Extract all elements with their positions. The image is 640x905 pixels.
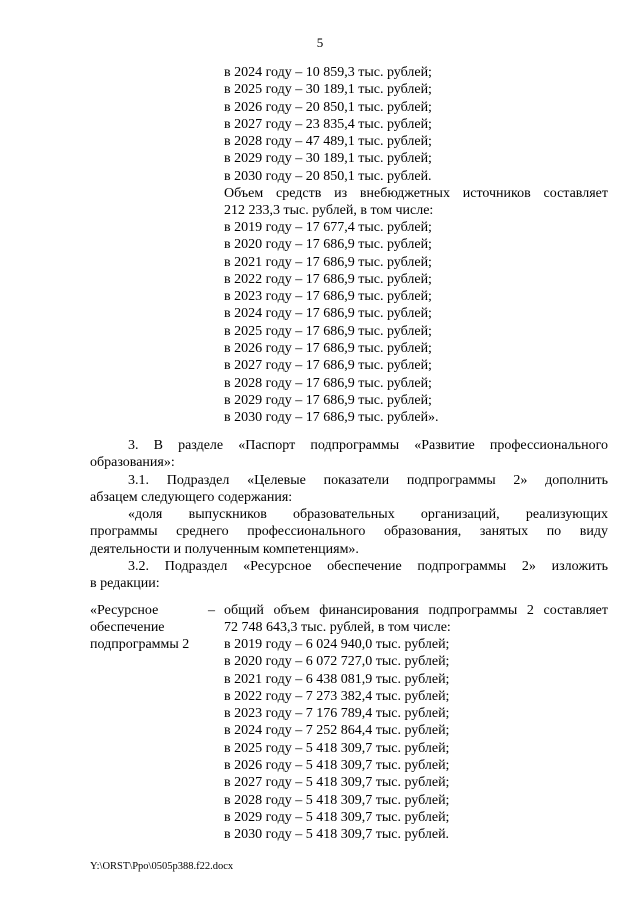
extrabudget-year-item: в 2029 году – 17 686,9 тыс. рублей; [224, 392, 432, 408]
quote-line2: программы среднего профессионального образования, занятых по виду [90, 524, 608, 539]
section3-2-line2: в редакции: [90, 576, 160, 591]
extrabudget-intro-line2: 212 233,3 тыс. рублей, в том числе: [224, 203, 434, 218]
footer-file-path: Y:\ORST\Ppo\0505p388.f22.docx [90, 861, 234, 872]
section3-2-line1: 3.2. Подраздел «Ресурсное обеспечение подпрограммы 2» изложить [128, 559, 608, 574]
resource-year-item: в 2030 году – 5 418 309,7 тыс. рублей. [224, 827, 450, 843]
extrabudget-year-item: в 2019 году – 17 677,4 тыс. рублей; [224, 220, 432, 235]
budget-years-list [224, 64, 432, 185]
resource-intro-line2: 72 748 643,3 тыс. рублей, в том числе: [224, 620, 451, 635]
section3-line2: образования»: [90, 455, 175, 470]
extrabudget-year-item: в 2023 году – 17 686,9 тыс. рублей; [224, 289, 432, 305]
extrabudget-year-item: в 2020 году – 17 686,9 тыс. рублей; [224, 237, 432, 253]
extrabudget-year-item: в 2021 году – 17 686,9 тыс. рублей; [224, 254, 432, 270]
budget-year-item: в 2026 году – 20 850,1 тыс. рублей; [224, 99, 432, 115]
extrabudget-intro-line1: Объем средств из внебюджетных источников составляет [224, 186, 608, 201]
resource-year-item: в 2027 году – 5 418 309,7 тыс. рублей; [224, 775, 450, 791]
resource-year-item: в 2026 году – 5 418 309,7 тыс. рублей; [224, 758, 450, 774]
resource-label-line1: «Ресурсное [90, 603, 159, 618]
resource-year-item: в 2029 году – 5 418 309,7 тыс. рублей; [224, 809, 450, 825]
resource-year-item: в 2024 году – 7 252 864,4 тыс. рублей; [224, 723, 450, 739]
resource-intro-line1: общий объем финансирования подпрограммы 2 составляет [224, 603, 608, 618]
budget-year-item: в 2028 году – 47 489,1 тыс. рублей; [224, 134, 432, 150]
resource-dash: – [208, 603, 215, 618]
extrabudget-year-item: в 2028 году – 17 686,9 тыс. рублей; [224, 375, 432, 391]
section3-1-line2: абзацем следующего содержания: [90, 490, 293, 505]
resource-year-item: в 2019 году – 6 024 940,0 тыс. рублей; [224, 637, 450, 652]
budget-year-item: в 2024 году – 10 859,3 тыс. рублей; [224, 65, 432, 80]
resource-label-line2: обеспечение [90, 620, 165, 635]
resource-years-list [224, 636, 449, 844]
section3-1-line1: 3.1. Подраздел «Целевые показатели подпрограммы 2» дополнить [128, 473, 608, 488]
budget-year-item: в 2027 году – 23 835,4 тыс. рублей; [224, 116, 432, 132]
resource-year-item: в 2020 году – 6 072 727,0 тыс. рублей; [224, 654, 450, 670]
resource-year-item: в 2028 году – 5 418 309,7 тыс. рублей; [224, 792, 450, 808]
resource-year-item: в 2021 году – 6 438 081,9 тыс. рублей; [224, 671, 450, 687]
extrabudget-years-list [224, 219, 439, 427]
budget-year-item: в 2030 году – 20 850,1 тыс. рублей. [224, 168, 432, 184]
section3-line1: 3. В разделе «Паспорт подпрограммы «Развитие профессионального [128, 438, 608, 453]
resource-year-item: в 2022 году – 7 273 382,4 тыс. рублей; [224, 688, 450, 704]
budget-year-item: в 2029 году – 30 189,1 тыс. рублей; [224, 151, 432, 167]
extrabudget-year-item: в 2022 году – 17 686,9 тыс. рублей; [224, 271, 432, 287]
extrabudget-year-item: в 2024 году – 17 686,9 тыс. рублей; [224, 306, 432, 322]
extrabudget-year-item: в 2025 году – 17 686,9 тыс. рублей; [224, 323, 432, 339]
resource-year-item: в 2023 году – 7 176 789,4 тыс. рублей; [224, 706, 450, 722]
extrabudget-year-item: в 2030 году – 17 686,9 тыс. рублей». [224, 410, 439, 426]
budget-year-item: в 2025 году – 30 189,1 тыс. рублей; [224, 82, 432, 98]
quote-line1: «доля выпускников образовательных организаций, реализующих [128, 507, 608, 522]
extrabudget-year-item: в 2027 году – 17 686,9 тыс. рублей; [224, 358, 432, 374]
page-number: 5 [316, 35, 324, 50]
resource-year-item: в 2025 году – 5 418 309,7 тыс. рублей; [224, 740, 450, 756]
quote-line3: деятельности и полученным компетенциям». [90, 542, 359, 557]
extrabudget-year-item: в 2026 году – 17 686,9 тыс. рублей; [224, 341, 432, 357]
resource-label-line3: подпрограммы 2 [90, 637, 190, 652]
